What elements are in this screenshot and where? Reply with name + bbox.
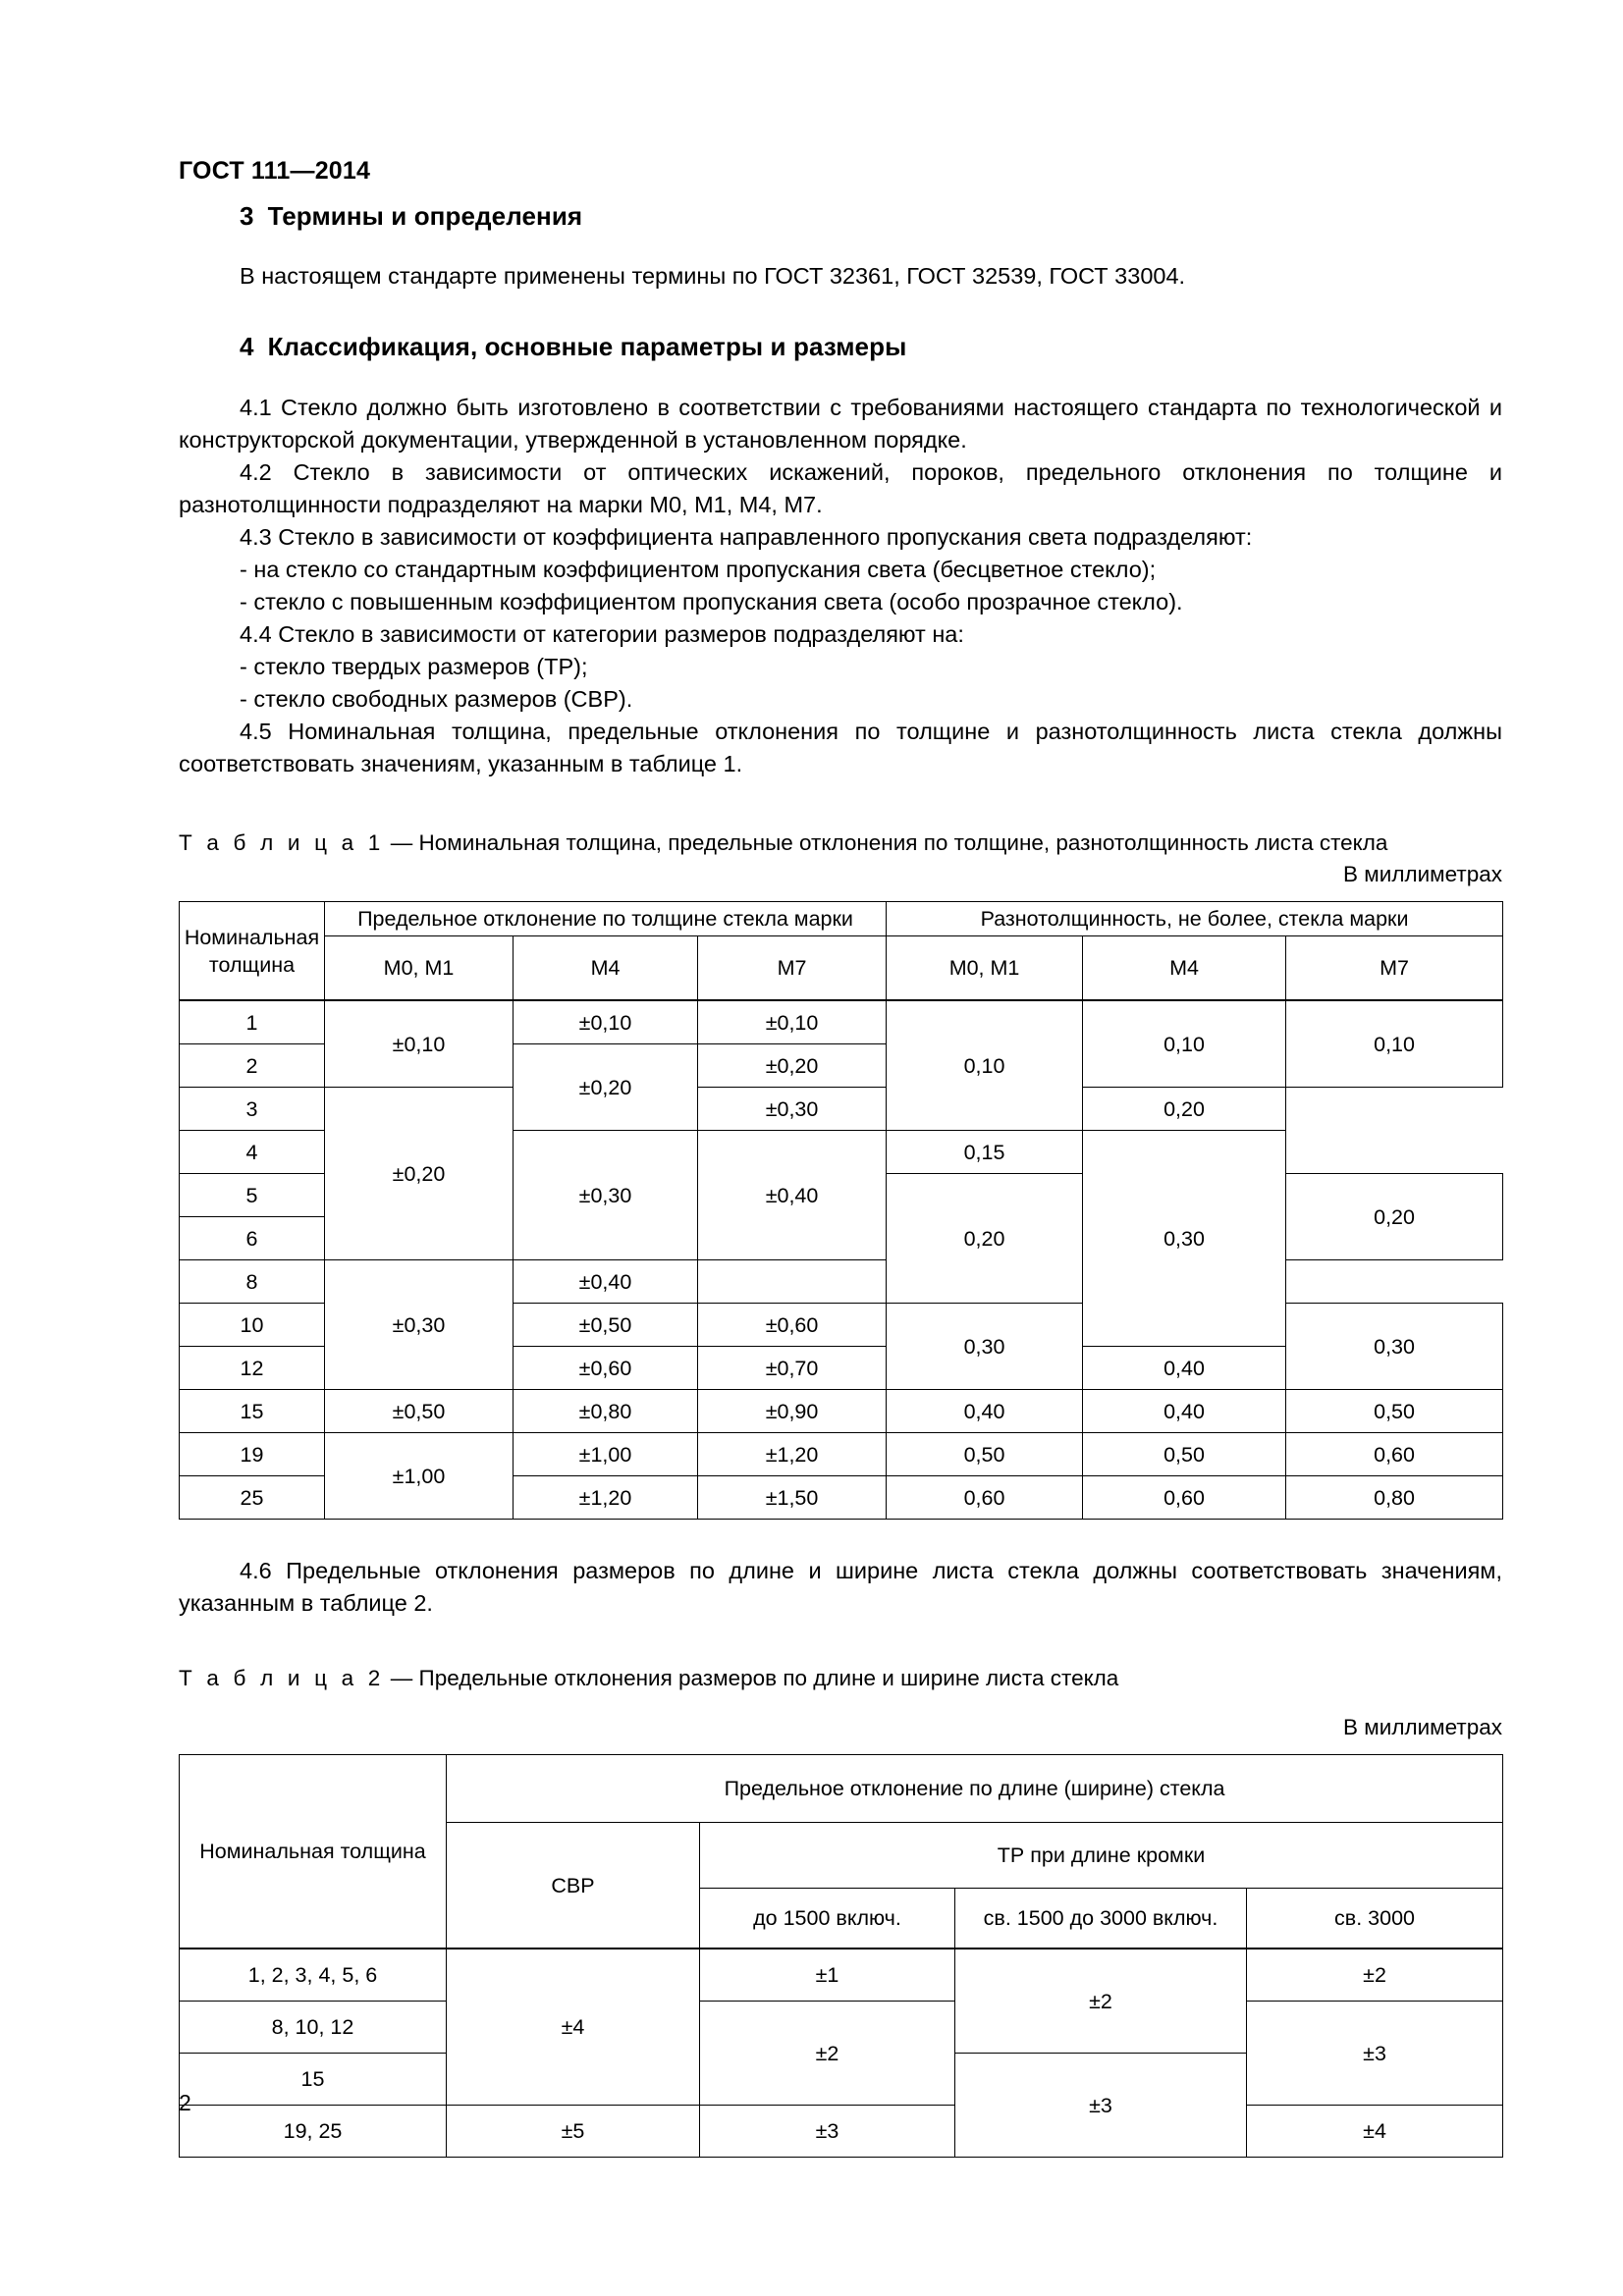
table1-cell-thickness: 25: [180, 1476, 325, 1520]
table2-cell-thickness: 8, 10, 12: [180, 2002, 447, 2054]
table1-cell-dev-m0m1: ±0,30: [325, 1260, 514, 1390]
table2-caption: [179, 1663, 1502, 1693]
table1-cell-dev-m7: ±0,30: [698, 1088, 887, 1131]
paragraph-4-2: 4.2 Стекло в зависимости от оптических искажений, пороков, предельного отклонения по толщине и разнотолщинности подразделяют на марки М0, М1, М4, М7.: [179, 459, 1502, 517]
table1-cell-var-m7: 0,60: [1286, 1433, 1503, 1476]
table1-cell-dev-m7: ±1,50: [698, 1476, 887, 1520]
table1-cell-thickness: 8: [180, 1260, 325, 1304]
paragraph-4-6: 4.6 Предельные отклонения размеров по длине и ширине листа стекла должны соответствовать значениям, указанным в таблице 2.: [179, 1558, 1502, 1616]
table2-body: [180, 1949, 1503, 2158]
table1-cell-thickness: 2: [180, 1044, 325, 1088]
table1-cell-thickness: 10: [180, 1304, 325, 1347]
table1-dev-m7: М7: [698, 936, 887, 1001]
heading-4-number: 4: [240, 332, 254, 361]
table1-body: [180, 1000, 1503, 1520]
paragraph-4-4: 4.4 Стекло в зависимости от категории размеров подразделяют на:: [240, 621, 964, 647]
table2-tr-to1500: до 1500 включ.: [700, 1889, 955, 1949]
table1-group-deviation: Предельное отклонение по толщине стекла марки: [325, 902, 887, 936]
table2-tr-1500-3000: св. 1500 до 3000 включ.: [955, 1889, 1247, 1949]
table1-head: [180, 902, 1503, 1001]
table1-group-variation: Разнотолщинность, не более, стекла марки: [887, 902, 1503, 936]
table1-cell-dev-m0m1: ±1,00: [325, 1433, 514, 1520]
table1-cell-thickness: 6: [180, 1217, 325, 1260]
table-row: [180, 2002, 1503, 2054]
table1-header-row-2: [180, 936, 1503, 1001]
table1-cell-var-m4: 0,10: [1083, 1000, 1286, 1088]
table1-cell-var-m0m1: 0,40: [887, 1390, 1083, 1433]
paragraph-4-3-item-1: - на стекло со стандартным коэффициентом пропускания света (бесцветное стекло);: [240, 557, 1157, 582]
table1-units-note: В миллиметрах: [1343, 862, 1502, 886]
table-row: [180, 1390, 1503, 1433]
table2-caption-label: Т а б л и ц а 2: [179, 1666, 385, 1690]
table2-cell-over3000: ±4: [1247, 2106, 1503, 2158]
running-head: ГОСТ 111—2014: [179, 157, 371, 185]
document-body: [179, 201, 1502, 2158]
table2-cell-svr: ±4: [447, 1949, 700, 2106]
paragraph-4-5: 4.5 Номинальная толщина, предельные отклонения по толщине и разнотолщинность листа стекла должны соответствовать значениям, указанным в таблице 1.: [179, 719, 1502, 776]
table-row: [180, 1088, 1503, 1131]
table1-cell-var-m0m1: 0,50: [887, 1433, 1083, 1476]
table1-cell-dev-m7: ±0,10: [698, 1000, 887, 1044]
table2-svr: СВР: [447, 1823, 700, 1949]
table1-cell-thickness: 19: [180, 1433, 325, 1476]
table1-dev-m0m1: М0, М1: [325, 936, 514, 1001]
table1-cell-var-m0m1: 0,20: [887, 1174, 1083, 1304]
table1-cell-var-m0m1: 0,60: [887, 1476, 1083, 1520]
page-number: 2: [179, 2090, 191, 2115]
table1-cell-var-m7: 0,80: [1286, 1476, 1503, 1520]
paragraph-4-4-item-1: - стекло твердых размеров (ТР);: [240, 654, 588, 679]
table1-header-row-1: [180, 902, 1503, 936]
table1-cell-var-m7: 0,10: [1286, 1000, 1503, 1088]
table1-caption: [179, 828, 1502, 858]
heading-4-title: Классификация, основные параметры и размеры: [267, 332, 907, 361]
table1-cell-dev-m4: ±0,50: [514, 1304, 698, 1347]
table1-cell-thickness: 12: [180, 1347, 325, 1390]
table-row: [180, 1000, 1503, 1044]
table1-cell-var-m4: 0,60: [1083, 1476, 1286, 1520]
table-row: [180, 1949, 1503, 2002]
paragraph-4-1: 4.1 Стекло должно быть изготовлено в соответствии с требованиями настоящего стандарта по технологической и конструкторской документации, утвержденной в установленном порядке.: [179, 395, 1502, 453]
table1-cell-dev-m4: ±0,80: [514, 1390, 698, 1433]
table1-cell-dev-m4: ±1,20: [514, 1476, 698, 1520]
table2-cell-to1500: ±1: [700, 1949, 955, 2002]
table1-cell-dev-m7: ±0,60: [698, 1304, 887, 1347]
table2-group-deviation: Предельное отклонение по длине (ширине) стекла: [447, 1755, 1503, 1823]
section-4-paragraphs: [179, 392, 1502, 780]
table1-cell-var-m4: 0,30: [1286, 1304, 1503, 1390]
table1-cell-thickness: 4: [180, 1131, 325, 1174]
table1-cell-var-m4: 0,40: [1083, 1390, 1286, 1433]
table1-var-m0m1: М0, М1: [887, 936, 1083, 1001]
table1-cell-var-m7: 0,30: [1083, 1131, 1286, 1347]
table1-cell-var-m4: 0,20: [1286, 1174, 1503, 1260]
table2-cell-thickness: 19, 25: [180, 2106, 447, 2158]
heading-3-title: Термины и определения: [267, 201, 583, 231]
table1-cell-dev-m7: ±1,20: [698, 1433, 887, 1476]
table1-cell-var-m7: 0,40: [1083, 1347, 1286, 1390]
table2-cell-1500-3000: ±2: [955, 1949, 1247, 2054]
table-row: [180, 1260, 1503, 1304]
table-row: [180, 2106, 1503, 2158]
table1-dev-m4: М4: [514, 936, 698, 1001]
table1-cell-var-m7: 0,50: [1286, 1390, 1503, 1433]
table2-header-row-1: [180, 1755, 1503, 1823]
table1-var-m4: М4: [1083, 936, 1286, 1001]
table1-col-thickness: Номинальная толщина: [180, 902, 325, 1001]
table1-cell-var-m0m1: 0,30: [887, 1304, 1083, 1390]
paragraph-4-4-item-2: - стекло свободных размеров (СВР).: [240, 686, 633, 712]
table2-cell-thickness: 1, 2, 3, 4, 5, 6: [180, 1949, 447, 2002]
table2-cell-to1500: ±3: [700, 2106, 955, 2158]
table-nominal-thickness: [179, 901, 1503, 1520]
table1-cell-dev-m7: ±0,90: [698, 1390, 887, 1433]
table2-cell-svr: ±5: [447, 2106, 700, 2158]
table1-cell-dev-m7: ±0,70: [698, 1347, 887, 1390]
table1-cell-dev-m4: ±0,40: [514, 1260, 698, 1304]
table2-cell-1500-3000: ±3: [955, 2054, 1247, 2158]
paragraph-3-1: В настоящем стандарте применены термины по ГОСТ 32361, ГОСТ 32539, ГОСТ 33004.: [240, 263, 1186, 289]
table1-cell-dev-m4: ±0,30: [514, 1131, 698, 1260]
table1-var-m7: М7: [1286, 936, 1503, 1001]
heading-3-number: 3: [240, 201, 254, 231]
table2-cell-over3000: ±2: [1247, 1949, 1503, 2002]
table1-cell-dev-m4: ±0,60: [514, 1347, 698, 1390]
table1-cell-var-m7: 0,20: [1083, 1088, 1286, 1131]
table2-head: [180, 1755, 1503, 1949]
table2-cell-to1500: ±2: [700, 2002, 955, 2106]
table1-cell-dev-m4: ±0,20: [514, 1044, 698, 1131]
table2-tr-group: ТР при длине кромки: [700, 1823, 1503, 1889]
table1-cell-var-m0m1: 0,10: [887, 1000, 1083, 1131]
table2-units-note: В миллиметрах: [1343, 1715, 1502, 1739]
paragraph-4-3-item-2: - стекло с повышенным коэффициентом пропускания света (особо прозрачное стекло).: [240, 589, 1183, 614]
table1-cell-var-m4: 0,50: [1083, 1433, 1286, 1476]
paragraph-4-3: 4.3 Стекло в зависимости от коэффициента направленного пропускания света подразделяют:: [240, 524, 1253, 550]
table1-cell-dev-m0m1: ±0,20: [325, 1088, 514, 1260]
table1-cell-dev-m7: ±0,20: [698, 1044, 887, 1088]
table2-tr-over3000: св. 3000: [1247, 1889, 1503, 1949]
table1-cell-thickness: 5: [180, 1174, 325, 1217]
table1-cell-var-m4: 0,15: [887, 1131, 1083, 1174]
table2-cell-thickness: 15: [180, 2054, 447, 2106]
table1-cell-thickness: 15: [180, 1390, 325, 1433]
table1-cell-thickness: 1: [180, 1000, 325, 1044]
table1-caption-text: — Номинальная толщина, предельные отклонения по толщине, разнотолщинность листа стекла: [390, 830, 1388, 855]
heading-section-3: [240, 201, 1502, 232]
table2-caption-text: — Предельные отклонения размеров по длине и ширине листа стекла: [390, 1666, 1119, 1690]
table2-col-thickness: Номинальная толщина: [180, 1755, 447, 1949]
table2-cell-over3000: ±3: [1247, 2002, 1503, 2106]
table-length-width-deviation: [179, 1754, 1503, 2158]
table-row: [180, 1433, 1503, 1476]
table1-cell-dev-m4: ±0,10: [514, 1000, 698, 1044]
table1-cell-dev-m4: ±1,00: [514, 1433, 698, 1476]
table1-cell-dev-m0m1: ±0,10: [325, 1000, 514, 1088]
heading-section-4: [240, 332, 1502, 362]
table1-caption-label: Т а б л и ц а 1: [179, 830, 385, 855]
table1-cell-dev-m0m1: ±0,50: [325, 1390, 514, 1433]
table1-cell-thickness: 3: [180, 1088, 325, 1131]
table1-cell-dev-m7: ±0,40: [698, 1131, 887, 1260]
